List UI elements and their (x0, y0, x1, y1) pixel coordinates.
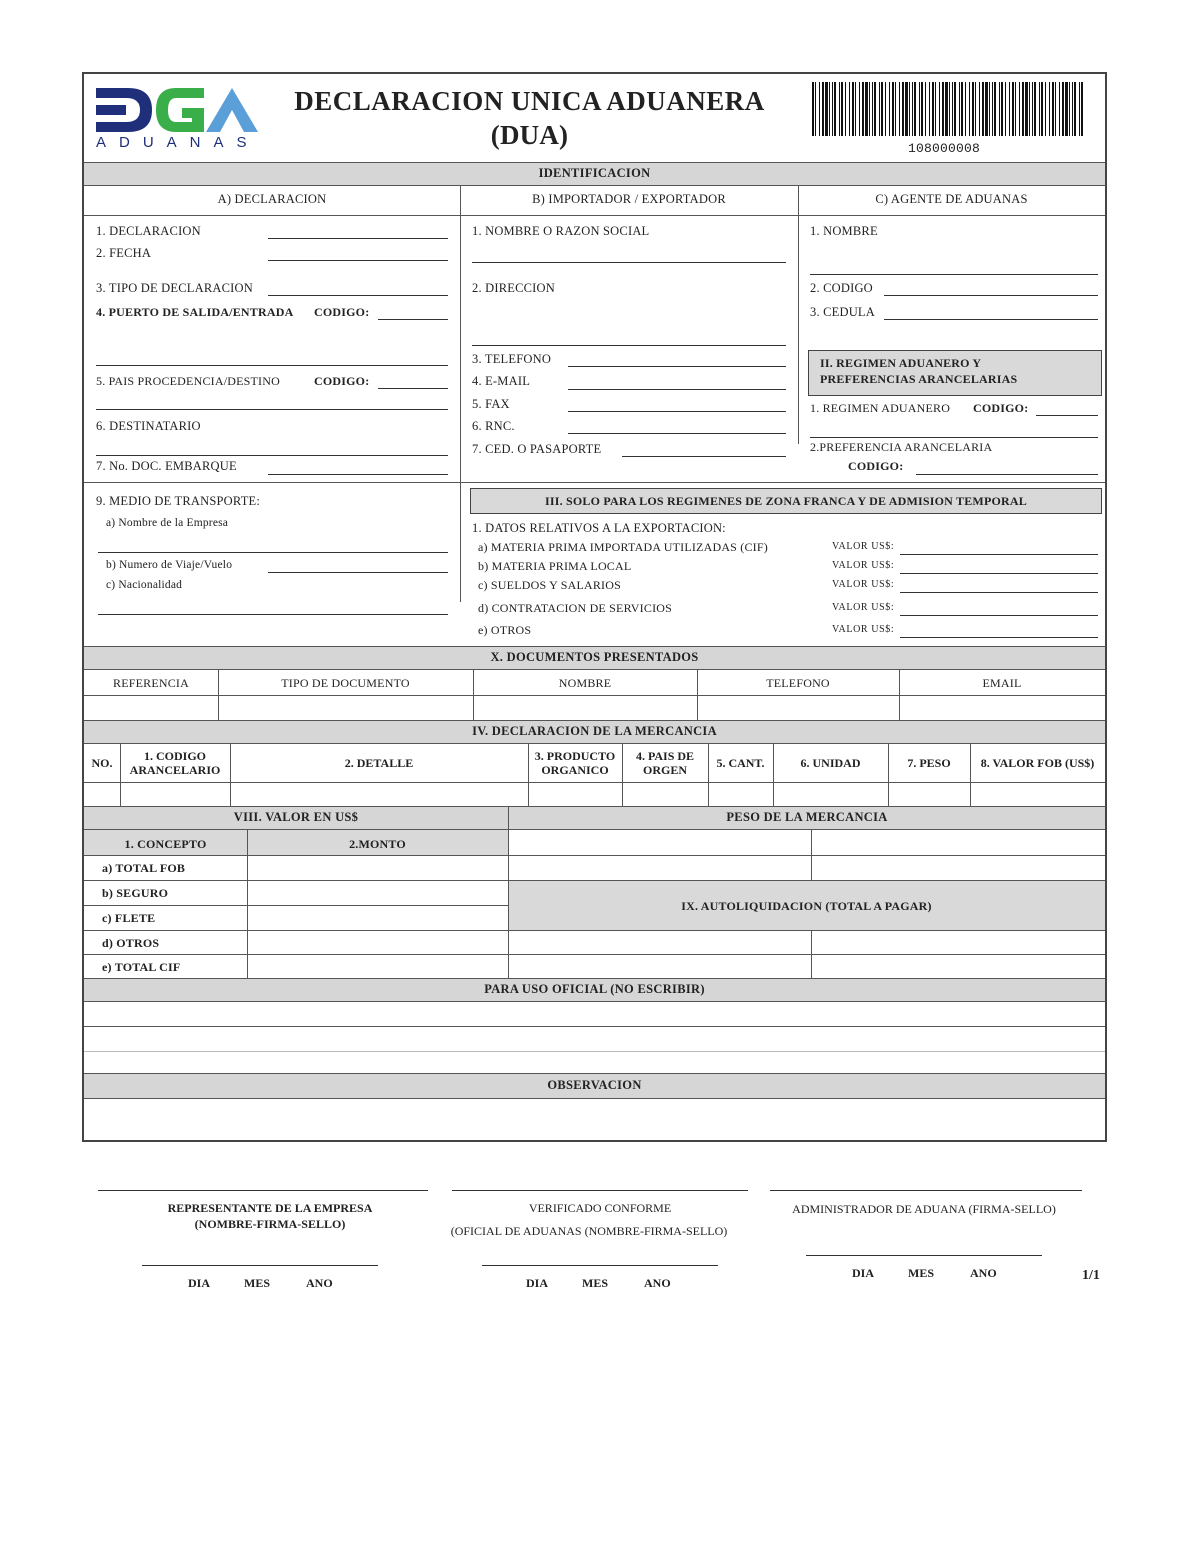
zona-franca-item: e) OTROS (478, 623, 532, 637)
identificacion-header: IDENTIFICACION (84, 162, 1105, 186)
valor-usd-field[interactable] (900, 615, 1098, 616)
valor-usd-field[interactable] (900, 573, 1098, 574)
mercancia-column-header: 2. DETALLE (344, 756, 414, 770)
valor-usd-label: VALOR US$: (832, 624, 895, 635)
mercancia-cell[interactable] (890, 784, 968, 804)
puerto-label: 4. PUERTO DE SALIDA/ENTRADA (96, 305, 294, 319)
empresa-label: a) Nombre de la Empresa (106, 517, 229, 529)
mercancia-header: IV. DECLARACION DE LA MERCANCIA (84, 720, 1105, 744)
rnc-label: 6. RNC. (472, 419, 515, 433)
zona-franca-item: c) SUELDOS Y SALARIOS (478, 578, 621, 592)
autoliquidacion-title: IX. AUTOLIQUIDACION (TOTAL A PAGAR) (681, 899, 932, 913)
valor-usd-field[interactable] (900, 592, 1098, 593)
documentos-column-header: TELEFONO (766, 676, 830, 690)
valor-usd-field[interactable] (900, 554, 1098, 555)
tipo-declaracion-field[interactable] (268, 295, 448, 296)
fax-field[interactable] (568, 411, 786, 412)
monto-field[interactable] (249, 882, 506, 903)
regimen-aduanero-label: 1. REGIMEN ADUANERO (810, 401, 951, 415)
mercancia-cell[interactable] (972, 784, 1103, 804)
zona-franca-item: b) MATERIA PRIMA LOCAL (478, 559, 632, 573)
verificado-label: VERIFICADO CONFORME (528, 1201, 672, 1215)
form-title-abbrev: (DUA) (490, 120, 569, 150)
telefono-label: 3. TELEFONO (472, 352, 552, 366)
mercancia-column-header: 5. CANT. (716, 756, 765, 770)
rep-dia: DIA (188, 1276, 211, 1290)
fax-label: 5. FAX (472, 397, 510, 411)
destinatario-field[interactable] (96, 455, 448, 456)
mercancia-column-header: 7. PESO (907, 756, 951, 770)
regimen-codigo-field[interactable] (1036, 415, 1098, 416)
col-c-header: C) AGENTE DE ADUANAS (875, 192, 1028, 206)
razon-social-label: 1. NOMBRE O RAZON SOCIAL (472, 224, 650, 238)
documentos-column-header: EMAIL (982, 676, 1022, 690)
valor-row-label: c) FLETE (102, 911, 156, 925)
zona-franca-item: d) CONTRATACION DE SERVICIOS (478, 601, 673, 615)
rep-mes: MES (244, 1276, 271, 1290)
declaracion-field[interactable] (268, 238, 448, 239)
monto-field[interactable] (249, 857, 506, 878)
mercancia-cell[interactable] (624, 784, 706, 804)
representante-sublabel: (NOMBRE-FIRMA-SELLO) (194, 1217, 346, 1231)
barcode-number: 108000008 (908, 141, 981, 156)
concepto-header: 1. CONCEPTO (124, 837, 207, 851)
agente-cedula-label: 3. CEDULA (810, 305, 875, 319)
mercancia-cell[interactable] (232, 784, 526, 804)
pais-field[interactable] (96, 409, 448, 410)
mercancia-column-header: 6. UNIDAD (800, 756, 861, 770)
valor-row-label: a) TOTAL FOB (102, 861, 186, 875)
rnc-field[interactable] (568, 433, 786, 434)
email-label: 4. E-MAIL (472, 374, 531, 388)
puerto-codigo-field[interactable] (378, 319, 448, 320)
documentos-header: X. DOCUMENTOS PRESENTADOS (84, 646, 1105, 670)
transporte-label: 9. MEDIO DE TRANSPORTE: (96, 494, 261, 508)
valor-usd-label: VALOR US$: (832, 541, 895, 552)
mercancia-cell[interactable] (530, 784, 620, 804)
mercancia-cell[interactable] (775, 784, 886, 804)
regimen-title-1: II. REGIMEN ADUANERO Y (820, 356, 982, 370)
datos-exportacion-label: 1. DATOS RELATIVOS A LA EXPORTACION: (472, 521, 726, 535)
col-b-header: B) IMPORTADOR / EXPORTADOR (532, 192, 726, 206)
documentos-cell[interactable] (901, 697, 1103, 718)
valor-row-label: d) OTROS (102, 936, 160, 950)
direccion-field[interactable] (472, 345, 786, 346)
uso-oficial-header: PARA USO OFICIAL (NO ESCRIBIR) (84, 978, 1105, 1002)
tipo-declaracion-label: 3. TIPO DE DECLARACION (96, 281, 253, 295)
nacionalidad-field[interactable] (98, 614, 448, 615)
valor-header: VIII. VALOR EN US$ (84, 806, 508, 830)
mercancia-cell[interactable] (710, 784, 771, 804)
destinatario-label: 6. DESTINATARIO (96, 419, 201, 433)
representante-label: REPRESENTANTE DE LA EMPRESA (167, 1201, 373, 1215)
valor-usd-field[interactable] (900, 637, 1098, 638)
regimen-field[interactable] (810, 437, 1098, 438)
preferencia-label: 2.PREFERENCIA ARANCELARIA (810, 440, 993, 454)
agente-codigo-label: 2. CODIGO (810, 281, 873, 295)
mercancia-column-header: 8. VALOR FOB (US$) (980, 756, 1095, 770)
documentos-column-header: TIPO DE DOCUMENTO (281, 676, 410, 690)
ver-dia: DIA (526, 1276, 549, 1290)
telefono-field[interactable] (568, 366, 786, 367)
documentos-column-header: REFERENCIA (112, 676, 189, 690)
documentos-cell[interactable] (86, 697, 216, 718)
viaje-label: b) Numero de Viaje/Vuelo (106, 559, 233, 571)
observacion-header: OBSERVACION (84, 1073, 1105, 1099)
agente-cedula-field[interactable] (884, 319, 1098, 320)
embarque-field[interactable] (268, 474, 448, 475)
mercancia-cell[interactable] (86, 784, 118, 804)
pais-codigo-label: CODIGO: (314, 374, 370, 388)
monto-field[interactable] (249, 932, 506, 952)
regimen-title-2: PREFERENCIAS ARANCELARIAS (820, 372, 1018, 386)
agente-nombre-label: 1. NOMBRE (810, 224, 878, 238)
mercancia-column-header: 3. PRODUCTO ORGANICO (534, 749, 616, 777)
puerto-field[interactable] (96, 365, 448, 366)
valor-usd-label: VALOR US$: (832, 602, 895, 613)
valor-usd-label: VALOR US$: (832, 579, 895, 590)
administrador-label: ADMINISTRADOR DE ADUANA (FIRMA-SELLO) (792, 1202, 1056, 1216)
peso-header: PESO DE LA MERCANCIA (508, 806, 1105, 830)
fecha-label: 2. FECHA (96, 246, 152, 260)
declaracion-label: 1. DECLARACION (96, 224, 201, 238)
razon-social-field[interactable] (472, 262, 786, 263)
form-title: DECLARACION UNICA ADUANERA (294, 86, 765, 116)
monto-header: 2.MONTO (349, 837, 406, 851)
zona-franca-item: a) MATERIA PRIMA IMPORTADA UTILIZADAS (CIF) (478, 540, 768, 554)
viaje-field[interactable] (268, 572, 448, 573)
mercancia-column-header: 1. CODIGO ARANCELARIO (129, 749, 221, 777)
email-field[interactable] (568, 389, 786, 390)
pais-codigo-field[interactable] (378, 388, 448, 389)
mercancia-column-header: NO. (91, 756, 113, 770)
pais-label: 5. PAIS PROCEDENCIA/DESTINO (96, 374, 280, 388)
regimen-codigo-label: CODIGO: (973, 401, 1029, 415)
observacion-field[interactable] (84, 1099, 1105, 1141)
valor-usd-label: VALOR US$: (832, 560, 895, 571)
valor-row-label: b) SEGURO (102, 886, 169, 900)
documentos-column-header: NOMBRE (558, 676, 612, 690)
zona-franca-title: III. SOLO PARA LOS REGIMENES DE ZONA FRANCA Y DE ADMISION TEMPORAL (545, 494, 1027, 508)
monto-field[interactable] (249, 956, 506, 976)
valor-row-label: e) TOTAL CIF (102, 960, 181, 974)
documentos-cell[interactable] (699, 697, 897, 718)
col-a-header: A) DECLARACION (217, 192, 327, 206)
agente-codigo-field[interactable] (884, 295, 1098, 296)
nacionalidad-label: c) Nacionalidad (106, 579, 183, 591)
admin-mes: MES (908, 1266, 935, 1280)
ver-mes: MES (582, 1276, 609, 1290)
agente-nombre-field[interactable] (810, 274, 1098, 275)
preferencia-codigo-label: CODIGO: (848, 459, 904, 473)
verificado-sublabel: (OFICIAL DE ADUANAS (NOMBRE-FIRMA-SELLO) (450, 1224, 728, 1238)
admin-ano: ANO (970, 1266, 997, 1280)
rep-ano: ANO (306, 1276, 333, 1290)
preferencia-codigo-field[interactable] (916, 474, 1098, 475)
puerto-codigo-label: CODIGO: (314, 305, 370, 319)
empresa-field[interactable] (98, 552, 448, 553)
mercancia-column-header: 4. PAIS DE ORGEN (635, 749, 695, 777)
mercancia-cell[interactable] (122, 784, 228, 804)
ver-ano: ANO (644, 1276, 671, 1290)
page-number: 1/1 (1082, 1268, 1100, 1283)
admin-dia: DIA (852, 1266, 875, 1280)
cedula-pasaporte-field[interactable] (622, 456, 786, 457)
fecha-field[interactable] (268, 260, 448, 261)
direccion-label: 2. DIRECCION (472, 281, 555, 295)
monto-field[interactable] (249, 907, 506, 928)
documentos-cell[interactable] (475, 697, 695, 718)
embarque-label: 7. No. DOC. EMBARQUE (96, 459, 237, 473)
cedula-pasaporte-label: 7. CED. O PASAPORTE (472, 442, 602, 456)
documentos-cell[interactable] (220, 697, 471, 718)
logo-subtitle: ADUANAS (96, 134, 260, 151)
